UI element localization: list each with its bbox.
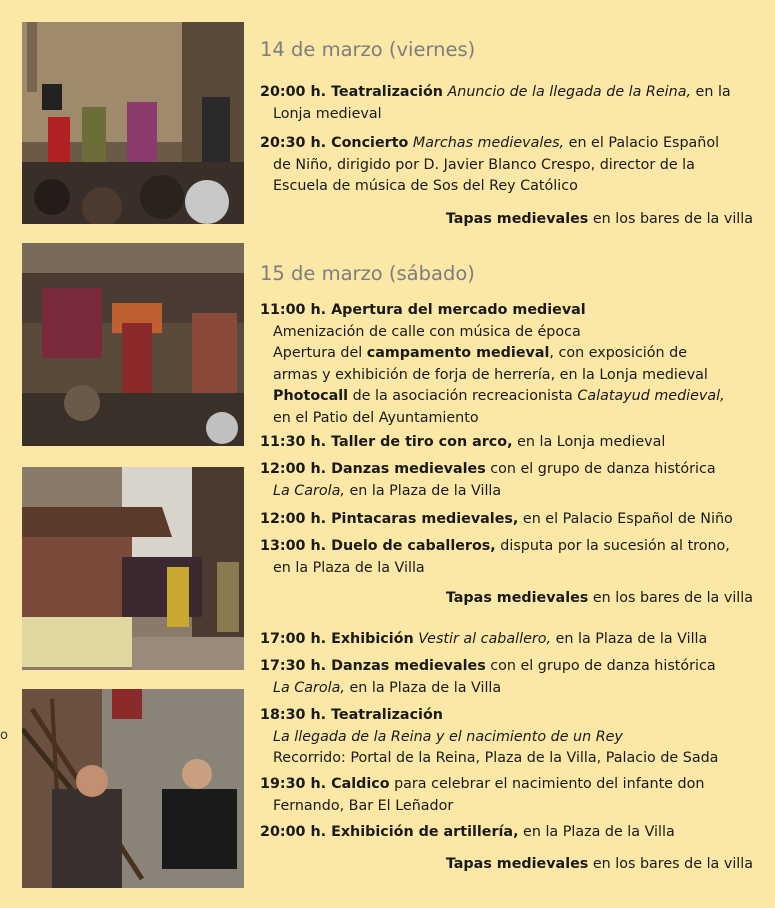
photo-market-crowd <box>22 243 244 446</box>
event-duelo-caballeros: 13:00 h. Duelo de caballeros, disputa por la sucesión al trono, en la Plaza de la Villa <box>260 538 730 576</box>
event-teatralizacion-llegada: 18:30 h. Teatralización La llegada de la Reina y el nacimiento de un Rey Recorrido: Portal de la Reina, Plaza de la Villa, Palacio de Sada <box>260 707 719 766</box>
day-heading-15-marzo: 15 de marzo (sábado) <box>260 262 475 285</box>
event-concierto: 20:30 h. Concierto Marchas medievales, en el Palacio Español de Niño, dirigido por D. Javier Blanco Crespo, director de la Escuela de música de Sos del Rey Católico <box>260 135 720 194</box>
event-exhibicion-artilleria: 20:00 h. Exhibición de artillería, en la Plaza de la Villa <box>260 824 675 840</box>
event-pintacaras: 12:00 h. Pintacaras medievales, en el Palacio Español de Niño <box>260 511 733 527</box>
photo-market-stall <box>22 467 244 670</box>
event-danzas-1200: 12:00 h. Danzas medievales con el grupo de danza histórica La Carola, en la Plaza de la Villa <box>260 461 716 499</box>
event-vestir-caballero: 17:00 h. Exhibición Vestir al caballero, en la Plaza de la Villa <box>260 631 708 647</box>
photo-archery-workshop <box>22 689 244 888</box>
photo-theater-performance <box>22 22 244 224</box>
event-caldico: 19:30 h. Caldico para celebrar el nacimiento del infante don Fernando, Bar El Leñador <box>260 776 705 814</box>
event-danzas-1730: 17:30 h. Danzas medievales con el grupo de danza histórica La Carola, en la Plaza de la Villa <box>260 658 716 696</box>
tapas-note-day2-evening: Tapas medievales en los bares de la villa <box>445 856 753 872</box>
event-taller-arco: 11:30 h. Taller de tiro con arco, en la Lonja medieval <box>260 434 666 450</box>
day-heading-14-marzo: 14 de marzo (viernes) <box>260 38 476 61</box>
event-apertura-mercado: 11:00 h. Apertura del mercado medieval Amenización de calle con música de época Apertura del campamento medieval, con exposición de armas y exhibición de forja de herrería, en la Lonja medieval Photocall de la asociación recreacionista Calatayud medieval, en el Patio del Ayuntamiento <box>260 302 725 426</box>
cut-edge-letter: o <box>0 728 8 743</box>
tapas-note-day2-midday: Tapas medievales en los bares de la villa <box>445 590 753 606</box>
event-teatralizacion-anuncio: 20:00 h. Teatralización Anuncio de la llegada de la Reina, en la Lonja medieval <box>260 84 731 122</box>
tapas-note-day1: Tapas medievales en los bares de la villa <box>445 211 753 227</box>
